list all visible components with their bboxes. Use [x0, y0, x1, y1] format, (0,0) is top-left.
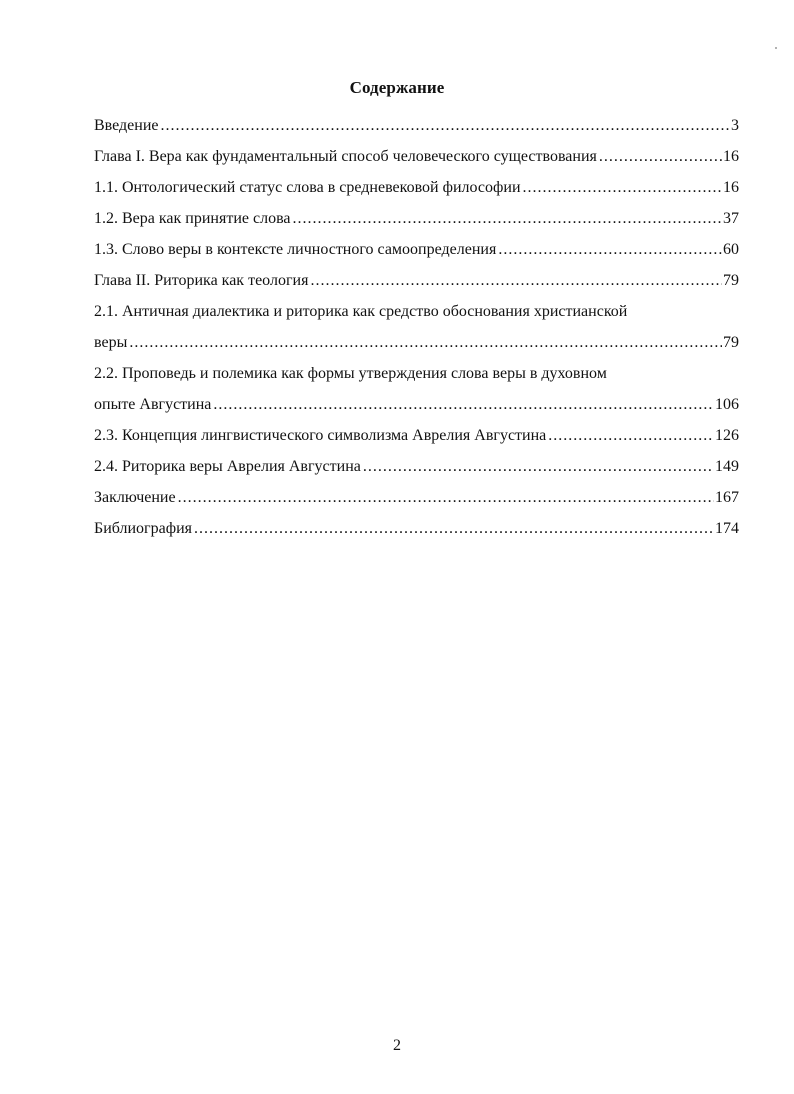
- toc-entry-title: 1.2. Вера как принятие слова: [94, 210, 291, 227]
- toc-entry-title: 2.3. Концепция лингвистического символизма Аврелия Августина: [94, 427, 547, 444]
- dot-leader: [548, 420, 714, 451]
- toc-entry-conclusion: [94, 482, 739, 513]
- toc-entry-page: 174: [715, 520, 739, 537]
- toc-entry-page: 79: [723, 272, 739, 289]
- dot-leader: [363, 451, 714, 482]
- toc-entry-title: Библиография: [94, 520, 192, 537]
- toc-entry-page: 167: [715, 489, 739, 506]
- toc-entry-title: Глава II. Риторика как теология: [94, 272, 309, 289]
- toc-entry-title: 1.1. Онтологический статус слова в средневековой философии: [94, 179, 521, 196]
- toc-entry-title: 2.1. Античная диалектика и риторика как средство обоснования христианской: [94, 303, 628, 320]
- dot-leader: [161, 110, 731, 141]
- dot-leader: [498, 234, 722, 265]
- toc-entry-title: Глава I. Вера как фундаментальный способ человеческого существования: [94, 148, 597, 165]
- dot-leader: [599, 141, 722, 172]
- toc-entry-title-continued: опыте Августина: [94, 396, 212, 413]
- toc-entry-section-1-3: [94, 234, 739, 265]
- dot-leader: [178, 482, 714, 513]
- dot-leader: [129, 327, 722, 358]
- dot-leader: [293, 203, 722, 234]
- toc-entry-chapter-2: [94, 265, 739, 296]
- toc-entry-section-2-4: [94, 451, 739, 482]
- toc-entry-section-2-1-line-1: [94, 296, 739, 327]
- toc-entry-section-2-2-line-2: [94, 389, 739, 420]
- toc-entry-page: 126: [715, 427, 739, 444]
- toc-entry-section-2-2-line-1: [94, 358, 739, 389]
- toc-entry-page: 16: [723, 148, 739, 165]
- toc-title: Содержание: [349, 78, 445, 97]
- toc-entry-title: 2.4. Риторика веры Аврелия Августина: [94, 458, 361, 475]
- toc-entry-bibliography: [94, 513, 739, 544]
- toc-entry-introduction: [94, 110, 739, 141]
- scan-speck: [775, 47, 777, 49]
- toc-entry-section-1-2: [94, 203, 739, 234]
- toc-entry-page: 3: [731, 117, 739, 134]
- toc-entry-page: 106: [715, 396, 739, 413]
- toc-entry-page: 79: [723, 334, 739, 351]
- toc-entry-page: 60: [723, 241, 739, 258]
- toc-entry-title: 2.2. Проповедь и полемика как формы утверждения слова веры в духовном: [94, 365, 607, 382]
- toc-entry-chapter-1: [94, 141, 739, 172]
- toc-entry-title: Заключение: [94, 489, 176, 506]
- toc-entry-section-2-3: [94, 420, 739, 451]
- dot-leader: [194, 513, 714, 544]
- table-of-contents: [94, 110, 739, 544]
- dot-leader: [310, 265, 722, 296]
- toc-entry-page: 37: [723, 210, 739, 227]
- toc-entry-title: Введение: [94, 117, 159, 134]
- toc-entry-section-2-1-line-2: [94, 327, 739, 358]
- dot-leader: [523, 172, 722, 203]
- toc-entry-page: 149: [715, 458, 739, 475]
- toc-entry-section-1-1: [94, 172, 739, 203]
- dot-leader: [213, 389, 714, 420]
- toc-entry-title: 1.3. Слово веры в контексте личностного самоопределения: [94, 241, 497, 258]
- toc-entry-title-continued: веры: [94, 334, 128, 351]
- toc-entry-page: 16: [723, 179, 739, 196]
- page-number: 2: [393, 1037, 401, 1054]
